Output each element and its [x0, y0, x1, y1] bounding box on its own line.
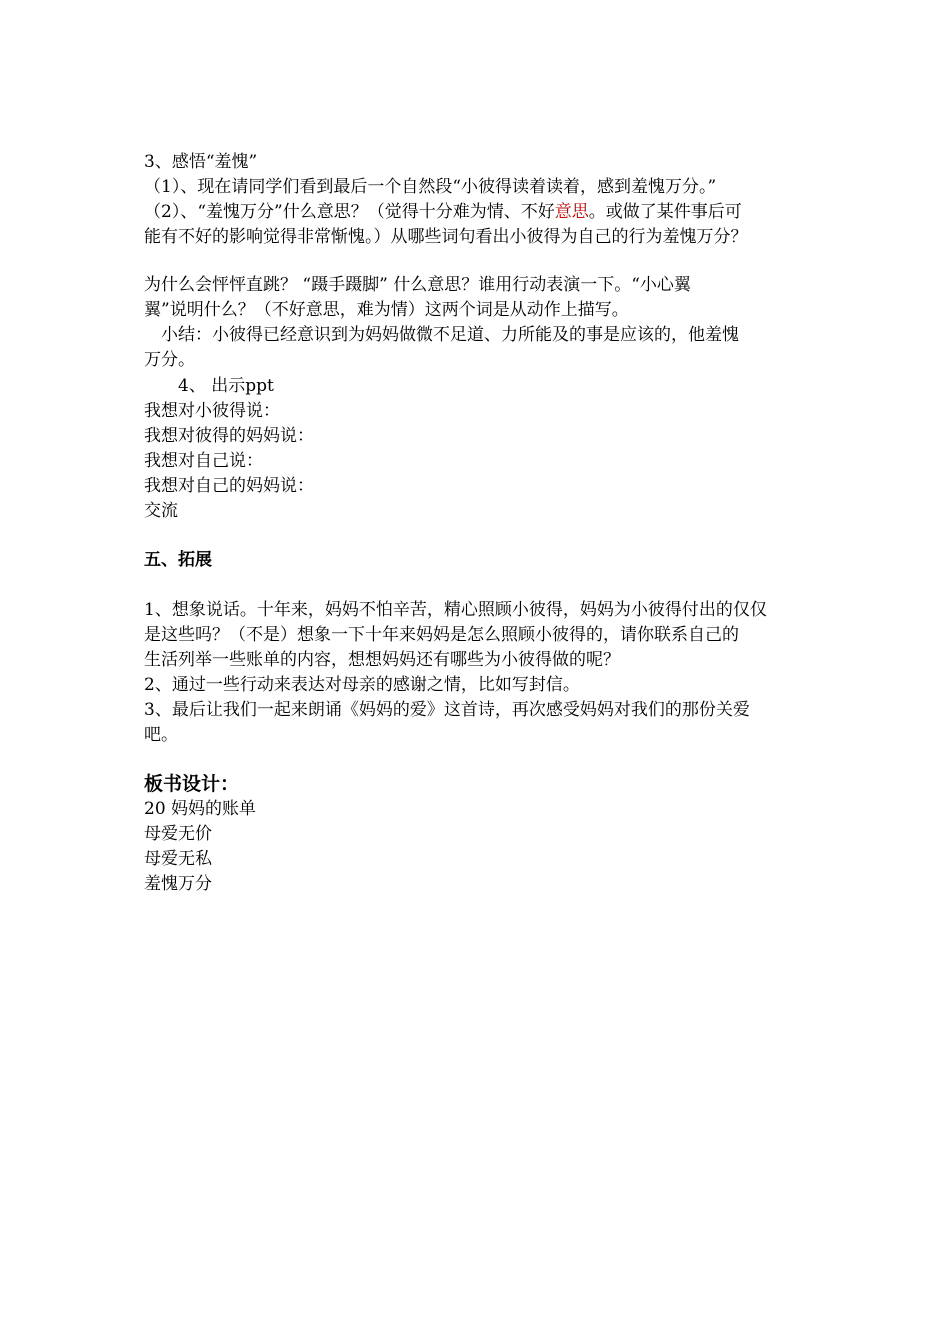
board-heading: 板书设计： [144, 773, 240, 795]
summary-line1: 小结：小彼得已经意识到为妈妈做微不足道、力所能及的事是应该的，他羞愧 [161, 325, 739, 345]
board-line: 母爱无价 [144, 824, 212, 844]
section3-item1: （1）、现在请同学们看到最后一个自然段“小彼得读着读着，感到羞愧万分。” [144, 177, 717, 197]
item2-highlight: 意思 [554, 202, 589, 222]
section3-item2-line2: 能有不好的影响觉得非常惭愧。）从哪些词句看出小彼得为自己的行为羞愧万分？ [144, 227, 748, 247]
board-line: 羞愧万分 [144, 874, 212, 894]
section4-line: 我想对彼得的妈妈说： [144, 426, 314, 446]
section3-para-line1: 为什么会怦怦直跳？ “蹑手蹑脚” 什么意思？谁用行动表演一下。“小心翼 [144, 275, 691, 295]
summary-line2: 万分。 [144, 350, 195, 370]
item2-text-b: 。或做了某件事后可 [588, 202, 742, 222]
section5-p1-line1: 1、想象说话。十年来，妈妈不怕辛苦，精心照顾小彼得，妈妈为小彼得付出的仅仅 [144, 600, 767, 620]
section5-p2: 2、通过一些行动来表达对母亲的感谢之情，比如写封信。 [144, 675, 580, 695]
section5-p1-line3: 生活列举一些账单的内容，想想妈妈还有哪些为小彼得做的呢？ [144, 650, 620, 670]
section4-line: 我想对自己的妈妈说： [144, 476, 314, 496]
section4-line: 交流 [144, 501, 178, 521]
section3-para-line2: 翼”说明什么？（不好意思，难为情）这两个词是从动作上描写。 [144, 300, 629, 320]
section5-p3-line2: 吧。 [144, 725, 178, 745]
section3-item2-line1 [144, 200, 742, 225]
section5-p3-line1: 3、最后让我们一起来朗诵《妈妈的爱》这首诗，再次感受妈妈对我们的那份关爱 [144, 700, 750, 720]
section3-heading: 3、感悟“羞愧” [144, 152, 258, 172]
section4-line: 我想对自己说： [144, 451, 263, 471]
board-line: 母爱无私 [144, 849, 212, 869]
section5-heading: 五、拓展 [144, 550, 212, 570]
section4-heading: 4、 出示ppt [178, 376, 274, 396]
section5-p1-line2: 是这些吗？（不是）想象一下十年来妈妈是怎么照顾小彼得的，请你联系自己的 [144, 625, 739, 645]
section4-line: 我想对小彼得说： [144, 401, 280, 421]
board-line: 20 妈妈的账单 [144, 799, 257, 819]
item2-text-a: （2）、“羞愧万分”什么意思？（觉得十分难为情、不好 [144, 202, 555, 222]
